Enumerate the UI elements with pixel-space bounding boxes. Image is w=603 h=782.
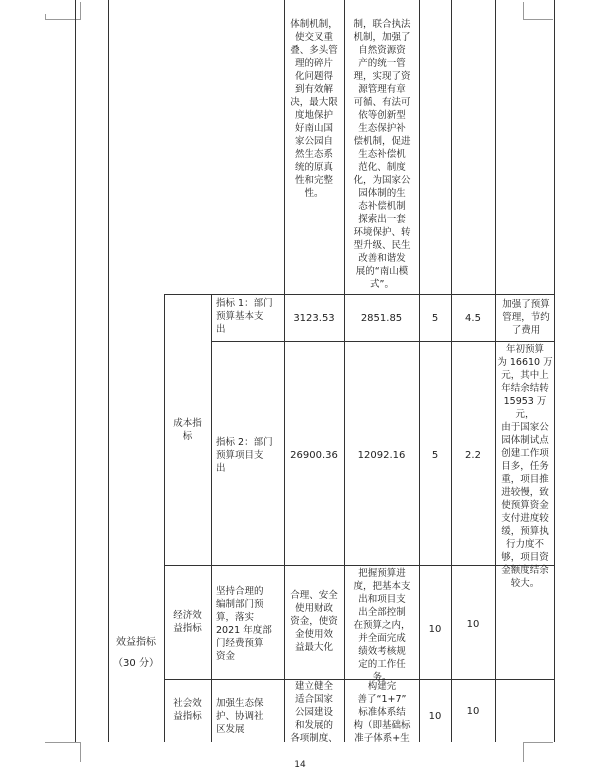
crop-mark (523, 742, 524, 762)
benefit-label: 效益指标 (116, 637, 156, 648)
social-score: 10 (466, 706, 480, 717)
page-number: 14 (294, 760, 306, 770)
social-category-label: 社会效 益指标 (173, 698, 202, 722)
cost-row1-score: 4.5 (465, 313, 481, 324)
economic-score: 10 (466, 619, 480, 630)
cost-category-label: 成本指 标 (173, 418, 202, 442)
economic-actual: 把握预算进 度，把基本支 出和项目支 出全部控制 在预算之内， 并全面完成 绩效考核规 定的工作任 务。 (353, 568, 411, 683)
economic-category-label: 经济效 益指标 (173, 610, 202, 634)
economic-weight: 10 (428, 624, 442, 635)
economic-target: 合理、安全 使用财政 资金，使资 金使用效 益最大化 (290, 590, 338, 653)
crop-mark (80, 742, 81, 762)
cost-row2-note: 年初预算 为 16610 万 元，其中上 年结余结转 15953 万元， 由于国家公 园体制试点 创建工作项 目多，任务 重，项目推 进较慢，致 使预算资金 支付进度较 缓，预算执 行力度不 够，项目资 金额度结余 较大。 (497, 344, 553, 589)
cost-row1-weight: 5 (431, 313, 439, 324)
social-indicator-name: 加强生态保 护、协调社 区发展 (216, 698, 264, 735)
top-cell-col3: 体制机制， 使交叉重 叠、多头管 理的碎片 化问题得 到有效解 决，最大限 度地保护 好南山国 家公园自 然生态系 统的原真 性和完整 性。 (290, 19, 338, 199)
crop-mark (523, 19, 553, 20)
cost-row2-weight: 5 (431, 450, 439, 461)
cost-row2-name: 指标 2：部门 预算项目支 出 (216, 437, 273, 474)
benefit-points: （30 分） (113, 658, 159, 669)
cost-row1-target: 3123.53 (293, 313, 335, 324)
crop-mark (45, 742, 80, 743)
crop-mark (523, 742, 553, 743)
social-target: 建立健全 适合国家 公园建设 和发展的 各项制度、 (290, 681, 338, 744)
cost-row1-actual: 2851.85 (360, 313, 403, 324)
cost-row2-score: 2.2 (465, 450, 481, 461)
crop-mark (523, 2, 524, 20)
economic-indicator-name: 坚持合理的 编制部门预 算，落实 2021 年度部 门经费预算 资金 (216, 586, 272, 662)
cost-row1-name: 指标 1：部门 预算基本支 出 (216, 298, 273, 335)
cost-row1-note: 加强了预算管理，节约了费用 (502, 299, 550, 336)
social-actual: 构建完 善了“1+7” 标准体系结 构（即基础标 准子体系+生 (353, 681, 411, 744)
social-weight: 10 (428, 711, 442, 722)
cost-row2-target: 26900.36 (290, 450, 338, 461)
top-cell-col4: 制，联合执法 机制，加强了 自然资源资 产的统一管 理，实现了资 源管理有章 可循、有法可 依等创新型 生态保护补 偿机制，促进 生态补偿机 范化、制度 化，为国家公 园体制的生 态补偿机制 探索出一套 环境保护、转 型升级、民生 改善和谐发 展的“南山模 式”。 (353, 19, 411, 290)
cost-row2-actual: 12092.16 (357, 450, 406, 461)
crop-mark (80, 2, 81, 20)
